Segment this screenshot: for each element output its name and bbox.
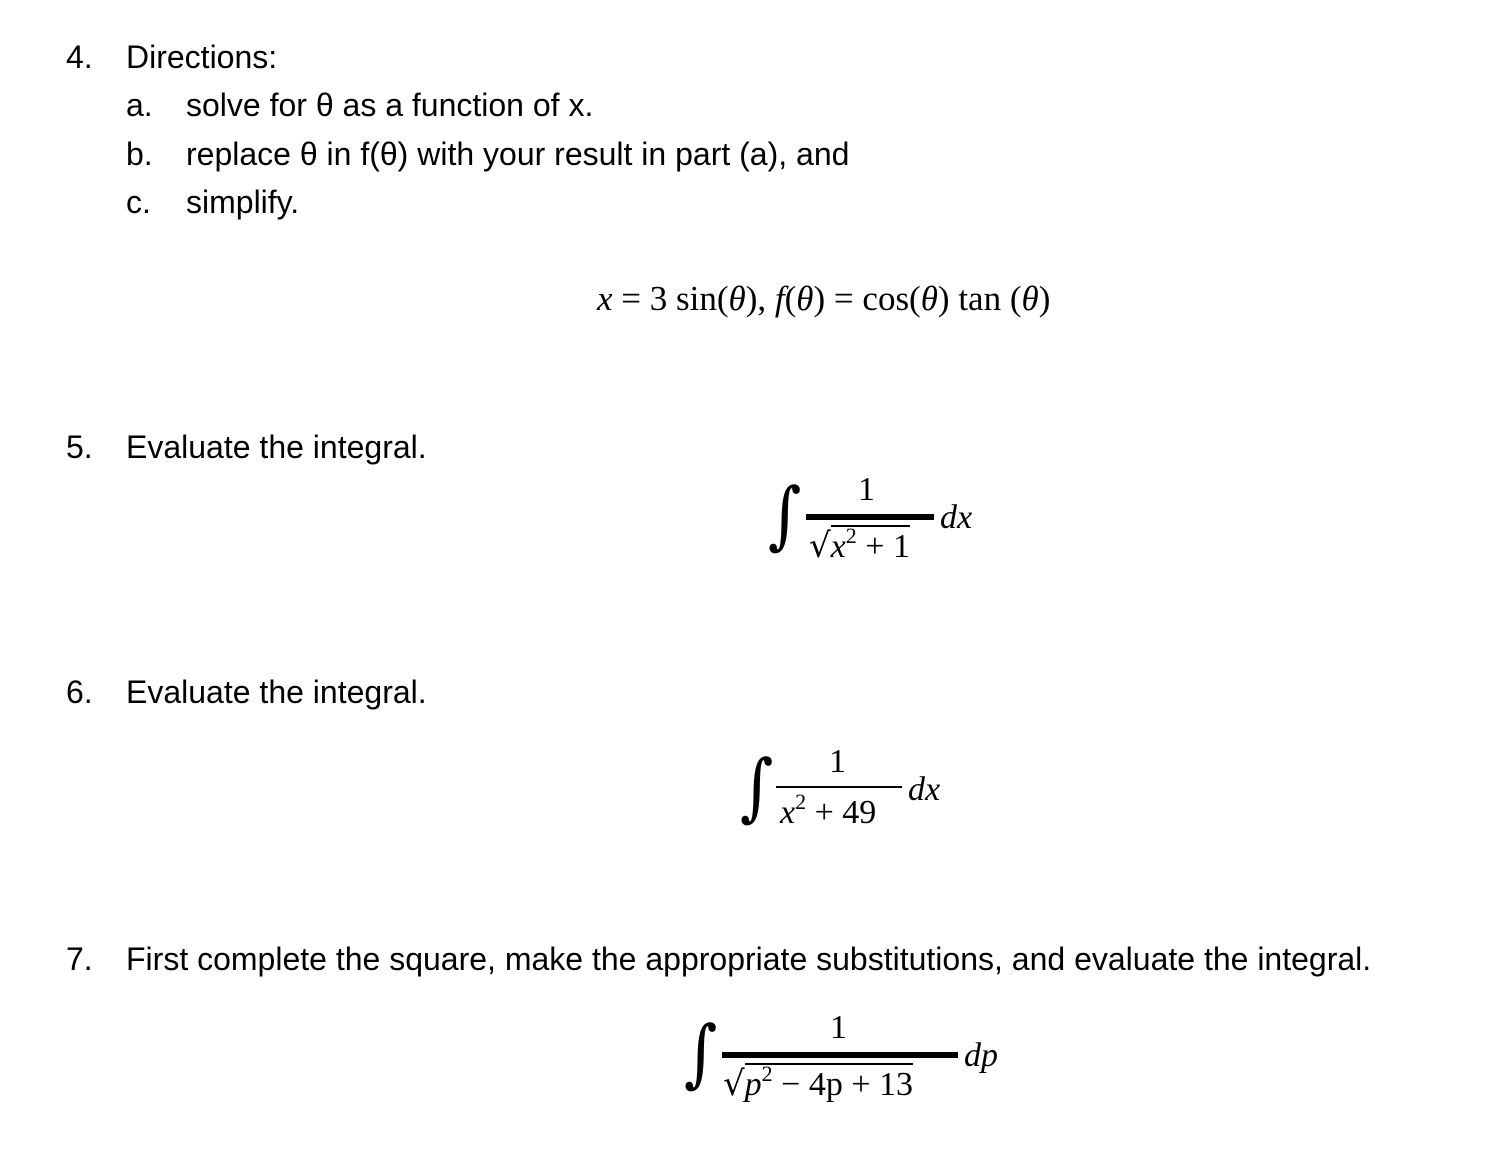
problem-5-number: 5. (66, 429, 93, 465)
den-rest: + 49 (814, 794, 877, 831)
eq-theta-2: θ (796, 279, 814, 318)
integral-sign: ∫ (684, 1011, 718, 1097)
integral-numerator: 1 (858, 471, 875, 508)
integral-sign: ∫ (768, 473, 802, 559)
radical-sign: √ (809, 526, 831, 566)
eq-theta-3: θ (920, 279, 938, 318)
step-c-text: simplify. (186, 184, 300, 220)
integral-denominator (723, 1061, 914, 1104)
den-rest: − 4p + 13 (781, 1066, 914, 1103)
fraction-bar (722, 1052, 958, 1058)
radicand (745, 1063, 913, 1103)
den-var: x (830, 528, 846, 565)
eq-f-close: ) (813, 279, 826, 318)
fraction-bar (806, 514, 934, 520)
integral-numerator: 1 (829, 743, 846, 780)
den-exp: 2 (795, 789, 807, 814)
eq-f-open: ( (784, 279, 797, 318)
problem-4-number: 4. (66, 39, 93, 75)
radical-sign: √ (723, 1064, 745, 1104)
den-exp: 2 (845, 523, 857, 548)
eq-cos-open: cos( (862, 279, 921, 318)
den-exp: 2 (761, 1061, 773, 1086)
den-var: x (780, 794, 796, 831)
step-a-text: solve for θ as a function of x. (186, 87, 594, 123)
eq-equals-2: = (833, 279, 854, 318)
problem-5-text: Evaluate the integral. (126, 429, 427, 465)
integral-differential: dp (964, 1037, 998, 1074)
problem-6-number: 6. (66, 674, 93, 710)
den-rest: + 1 (865, 528, 910, 565)
eq-cos-close: ) (937, 279, 950, 318)
fraction-bar (776, 786, 902, 788)
den-var: p (744, 1066, 762, 1103)
integral-denominator (780, 789, 877, 831)
integral-differential: dx (940, 499, 973, 536)
problem-7-number: 7. (66, 941, 93, 977)
eq-tan-close: ) (1038, 279, 1051, 318)
problem-4-equation (597, 279, 1050, 319)
step-c-marker: c. (126, 184, 151, 220)
problem-6-text: Evaluate the integral. (126, 674, 427, 710)
eq-theta-1: θ (728, 279, 746, 318)
eq-rhs-sin: 3 sin( (649, 279, 729, 318)
step-b-marker: b. (126, 136, 153, 172)
eq-f-name: f (774, 279, 785, 318)
radicand (831, 525, 910, 565)
eq-tan-open: tan ( (958, 279, 1022, 318)
problem-7-text: First complete the square, make the appropriate substitutions, and evaluate the integral. (126, 941, 1372, 977)
problem-4-heading: Directions: (126, 39, 278, 75)
integral-sign: ∫ (740, 745, 774, 831)
step-b-text: replace θ in f(θ) with your result in part (a), and (186, 136, 850, 172)
integral-differential: dx (908, 771, 941, 808)
eq-close-1: ), (745, 279, 767, 318)
eq-theta-4: θ (1021, 279, 1039, 318)
integral-numerator: 1 (830, 1009, 847, 1046)
integral-denominator (809, 523, 910, 566)
step-a-marker: a. (126, 87, 153, 123)
eq-equals-1: = (621, 279, 642, 318)
eq-lhs-var: x (597, 279, 613, 318)
